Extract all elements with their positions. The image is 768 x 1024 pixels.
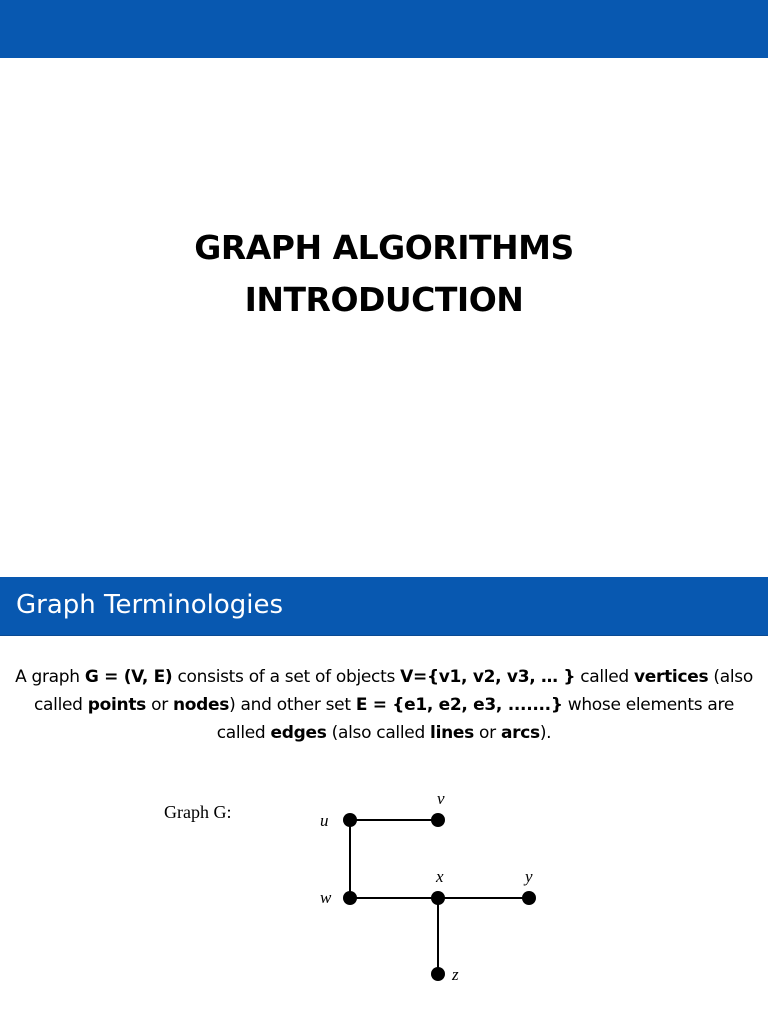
vertex-w: [343, 891, 357, 905]
text-segment: consists of a set of objects: [172, 667, 401, 687]
graph-notation: G = (V, E): [84, 667, 173, 687]
vertex-z: [431, 967, 445, 981]
text-segment: (also called: [326, 723, 431, 743]
term-points: points: [87, 695, 146, 715]
text-segment: A graph: [15, 667, 85, 687]
vertex-label-v: v: [437, 789, 445, 808]
term-nodes: nodes: [173, 695, 230, 715]
text-segment: ) and other set: [229, 695, 356, 715]
vertex-v: [431, 813, 445, 827]
text-segment: ).: [539, 723, 552, 743]
term-vertices: vertices: [634, 667, 709, 687]
text-segment: or: [473, 723, 501, 743]
section-heading: Graph Terminologies: [16, 590, 284, 620]
term-edges: edges: [270, 723, 327, 743]
text-segment: or: [146, 695, 173, 715]
vertex-label-w: w: [320, 888, 332, 907]
vertex-set-notation: V={v1, v2, v3, … }: [400, 667, 576, 687]
text-segment: called: [575, 667, 635, 687]
vertex-label-u: u: [320, 811, 329, 830]
vertex-label-z: z: [452, 965, 459, 984]
slide-title: [0, 222, 768, 326]
slide-header-bar: [0, 0, 768, 58]
definition-paragraph: [8, 663, 760, 747]
title-line-1: GRAPH ALGORITHMS: [194, 228, 574, 267]
term-arcs: arcs: [500, 723, 540, 743]
term-lines: lines: [430, 723, 474, 743]
vertex-label-x: x: [436, 867, 444, 886]
vertex-u: [343, 813, 357, 827]
edge-set-notation: E = {e1, e2, e3, .......}: [355, 695, 563, 715]
title-line-2: INTRODUCTION: [244, 280, 524, 319]
vertex-x: [431, 891, 445, 905]
vertex-label-y: y: [525, 867, 533, 886]
graph-label: Graph G:: [164, 802, 232, 822]
vertex-y: [522, 891, 536, 905]
text-segment: whose elements are called: [216, 695, 734, 743]
text-segment: (also called: [34, 667, 753, 715]
graph-diagram: [300, 780, 560, 990]
